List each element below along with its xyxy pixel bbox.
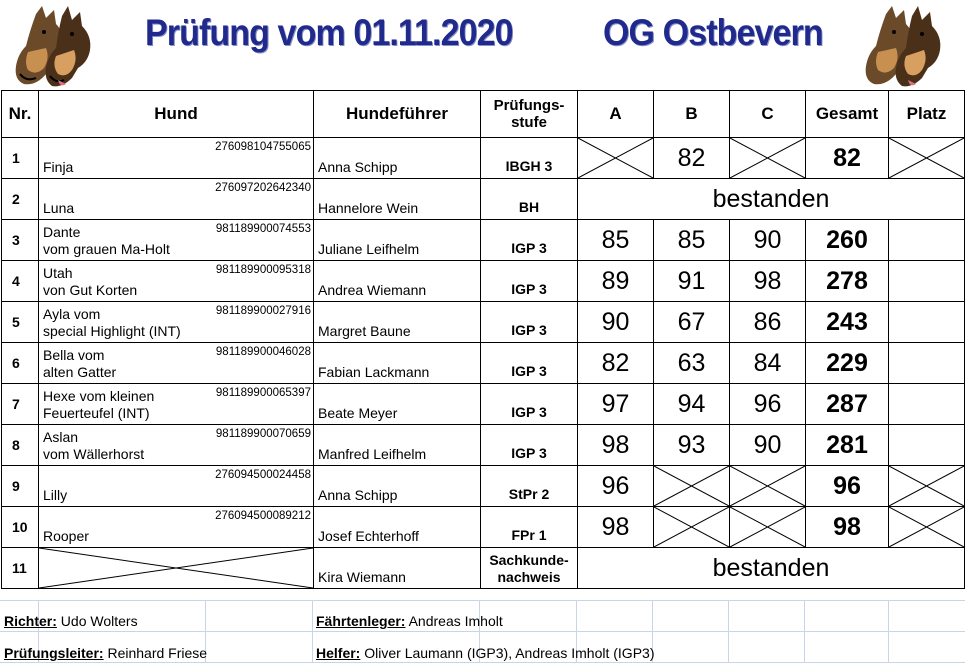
cross-out-icon	[730, 466, 805, 506]
club-title: OG Ostbevern	[603, 12, 823, 53]
table-row	[2, 507, 965, 548]
chip-number: 981189900027916	[215, 305, 311, 317]
table-row	[2, 425, 965, 466]
chip-number: 276098104755065	[215, 141, 311, 153]
handler-name: Hannelore Wein	[318, 200, 419, 216]
row-number: 9	[2, 466, 39, 507]
pruefungsleiter-label: Prüfungsleiter:	[4, 645, 104, 661]
placement	[889, 261, 965, 302]
score-c: 84	[730, 343, 806, 384]
helfer-value: Oliver Laumann (IGP3), Andreas Imholt (IGP3)	[360, 645, 655, 661]
col-header-nr: Nr.	[2, 91, 39, 138]
col-header-hundefuehrer: Hundeführer	[314, 91, 481, 138]
chip-number: 981189900046028	[215, 346, 311, 358]
handler-cell	[314, 302, 481, 343]
score-c: 98	[730, 261, 806, 302]
cross-out-icon	[730, 507, 805, 547]
dog-name: Utah von Gut Korten	[43, 265, 138, 298]
score-c: 90	[730, 425, 806, 466]
exam-level-cell	[481, 138, 578, 179]
placement-crossed	[889, 138, 965, 179]
row-number: 3	[2, 220, 39, 261]
score-total: 260	[806, 220, 889, 261]
hund-cell	[39, 466, 314, 507]
german-shepherd-dogs-icon	[6, 4, 98, 88]
handler-cell	[314, 425, 481, 466]
exam-level-cell	[481, 466, 578, 507]
row-number: 4	[2, 261, 39, 302]
exam-level: IBGH 3	[505, 158, 553, 174]
cross-out-icon	[730, 138, 805, 178]
score-a: 98	[578, 507, 654, 548]
exam-level: Sachkunde- nachweis	[489, 552, 569, 585]
helfer-field	[316, 645, 654, 661]
score-a: 96	[578, 466, 654, 507]
score-total: 229	[806, 343, 889, 384]
score-b-crossed	[654, 466, 730, 507]
cross-out-icon	[889, 138, 964, 178]
dog-name: Finja	[43, 159, 74, 175]
result-passed: bestanden	[578, 179, 965, 220]
faehrtenleger-label: Fährtenleger:	[316, 613, 406, 629]
score-total: 281	[806, 425, 889, 466]
dog-name: Hexe vom kleinen Feuerteufel (INT)	[43, 388, 155, 421]
col-header-gesamt: Gesamt	[806, 91, 889, 138]
hund-cell	[39, 261, 314, 302]
table-row	[2, 466, 965, 507]
handler-name: Manfred Leifhelm	[318, 446, 427, 462]
hund-cell	[39, 384, 314, 425]
cross-out-icon	[654, 466, 729, 506]
exam-level: IGP 3	[511, 363, 547, 379]
exam-level: BH	[518, 199, 540, 215]
handler-name: Andrea Wiemann	[318, 282, 427, 298]
score-c: 96	[730, 384, 806, 425]
dog-name: Bella vom alten Gatter	[43, 347, 117, 380]
exam-level-cell	[481, 343, 578, 384]
handler-cell	[314, 466, 481, 507]
dog-name: Ayla vom special Highlight (INT)	[43, 306, 181, 339]
exam-level: StPr 2	[508, 486, 550, 502]
placement-crossed	[889, 466, 965, 507]
handler-cell	[314, 138, 481, 179]
handler-cell	[314, 507, 481, 548]
handler-cell	[314, 261, 481, 302]
dog-name: Aslan vom Wällerhorst	[43, 429, 145, 462]
exam-level-cell	[481, 302, 578, 343]
exam-level: IGP 3	[511, 404, 547, 420]
chip-number: 981189900065397	[215, 387, 311, 399]
placement-crossed	[889, 507, 965, 548]
cross-out-icon	[889, 466, 964, 506]
placement	[889, 302, 965, 343]
table-row	[2, 302, 965, 343]
footer	[0, 600, 965, 663]
dog-name: Dante vom grauen Ma-Holt	[43, 224, 170, 257]
row-number: 10	[2, 507, 39, 548]
hund-cell	[39, 220, 314, 261]
score-b-crossed	[654, 507, 730, 548]
chip-number: 981189900074553	[215, 223, 311, 235]
row-number: 1	[2, 138, 39, 179]
score-b: 93	[654, 425, 730, 466]
row-number: 7	[2, 384, 39, 425]
handler-name: Anna Schipp	[318, 159, 398, 175]
score-a: 89	[578, 261, 654, 302]
score-a: 98	[578, 425, 654, 466]
handler-name: Josef Echterhoff	[318, 528, 419, 544]
row-number: 8	[2, 425, 39, 466]
score-b: 94	[654, 384, 730, 425]
score-c-crossed	[730, 138, 806, 179]
handler-cell	[314, 343, 481, 384]
cross-out-icon	[39, 548, 313, 588]
richter-field	[4, 613, 138, 629]
col-header-a: A	[578, 91, 654, 138]
exam-level-cell	[481, 425, 578, 466]
score-a-crossed	[578, 138, 654, 179]
chip-number: 276097202642340	[215, 182, 311, 194]
faehrtenleger-value: Andreas Imholt	[405, 613, 503, 629]
result-passed: bestanden	[578, 548, 965, 589]
score-b: 63	[654, 343, 730, 384]
exam-level: IGP 3	[511, 322, 547, 338]
chip-number: 981189900070659	[215, 428, 311, 440]
row-number: 6	[2, 343, 39, 384]
handler-name: Margret Baune	[318, 323, 411, 339]
score-c: 86	[730, 302, 806, 343]
score-a: 97	[578, 384, 654, 425]
exam-level: FPr 1	[511, 527, 547, 543]
score-c: 90	[730, 220, 806, 261]
score-a: 82	[578, 343, 654, 384]
handler-cell	[314, 548, 481, 589]
score-total: 243	[806, 302, 889, 343]
dog-name: Luna	[43, 200, 75, 216]
col-header-b: B	[654, 91, 730, 138]
results-table	[1, 90, 965, 589]
table-row	[2, 384, 965, 425]
exam-level-cell	[481, 261, 578, 302]
score-total: 82	[806, 138, 889, 179]
placement	[889, 384, 965, 425]
score-b: 67	[654, 302, 730, 343]
table-row	[2, 138, 965, 179]
page-header	[0, 0, 965, 90]
placement	[889, 425, 965, 466]
exam-level: IGP 3	[511, 445, 547, 461]
hund-cell	[39, 343, 314, 384]
helfer-label: Helfer:	[316, 645, 361, 661]
chip-number: 981189900095318	[215, 264, 311, 276]
richter-value: Udo Wolters	[56, 613, 138, 629]
german-shepherd-dogs-icon	[856, 4, 948, 88]
placement	[889, 343, 965, 384]
table-row	[2, 179, 965, 220]
col-header-c: C	[730, 91, 806, 138]
pruefungsleiter-field	[4, 645, 207, 661]
score-c-crossed	[730, 466, 806, 507]
hund-cell	[39, 138, 314, 179]
table-row	[2, 220, 965, 261]
exam-level-cell	[481, 384, 578, 425]
cross-out-icon	[654, 507, 729, 547]
score-a: 85	[578, 220, 654, 261]
handler-name: Fabian Lackmann	[318, 364, 430, 380]
score-total: 96	[806, 466, 889, 507]
score-c-crossed	[730, 507, 806, 548]
placement	[889, 220, 965, 261]
handler-cell	[314, 384, 481, 425]
exam-level-cell	[481, 220, 578, 261]
table-row	[2, 261, 965, 302]
exam-level-cell	[481, 179, 578, 220]
handler-name: Kira Wiemann	[318, 569, 406, 585]
score-total: 287	[806, 384, 889, 425]
col-header-platz: Platz	[889, 91, 965, 138]
richter-label: Richter:	[4, 613, 57, 629]
pruefungsleiter-value: Reinhard Friese	[103, 645, 208, 661]
table-row	[2, 343, 965, 384]
dog-name: Rooper	[43, 528, 89, 544]
chip-number: 276094500024458	[215, 469, 311, 481]
handler-name: Juliane Leifhelm	[318, 241, 420, 257]
col-header-pruefungsstufe: Prüfungs- stufe	[481, 91, 578, 138]
cross-out-icon	[889, 507, 964, 547]
score-b: 91	[654, 261, 730, 302]
hund-cell	[39, 302, 314, 343]
table-header-row	[2, 91, 965, 138]
hund-cell	[39, 425, 314, 466]
row-number: 5	[2, 302, 39, 343]
exam-title: Prüfung vom 01.11.2020	[145, 12, 513, 53]
hund-crossed-cell	[39, 548, 314, 589]
handler-name: Beate Meyer	[318, 405, 398, 421]
handler-name: Anna Schipp	[318, 487, 398, 503]
score-a: 90	[578, 302, 654, 343]
row-number: 11	[2, 548, 39, 589]
col-header-hund: Hund	[39, 91, 314, 138]
exam-level: IGP 3	[511, 240, 547, 256]
dog-name: Lilly	[43, 487, 68, 503]
score-b: 82	[654, 138, 730, 179]
hund-cell	[39, 507, 314, 548]
faehrtenleger-field	[316, 613, 503, 629]
table-row	[2, 548, 965, 589]
handler-cell	[314, 179, 481, 220]
hund-cell	[39, 179, 314, 220]
score-total: 98	[806, 507, 889, 548]
exam-level-cell	[481, 507, 578, 548]
cross-out-icon	[578, 138, 653, 178]
handler-cell	[314, 220, 481, 261]
chip-number: 276094500089212	[215, 510, 311, 522]
exam-level-cell	[481, 548, 578, 589]
row-number: 2	[2, 179, 39, 220]
score-b: 85	[654, 220, 730, 261]
exam-level: IGP 3	[511, 281, 547, 297]
score-total: 278	[806, 261, 889, 302]
